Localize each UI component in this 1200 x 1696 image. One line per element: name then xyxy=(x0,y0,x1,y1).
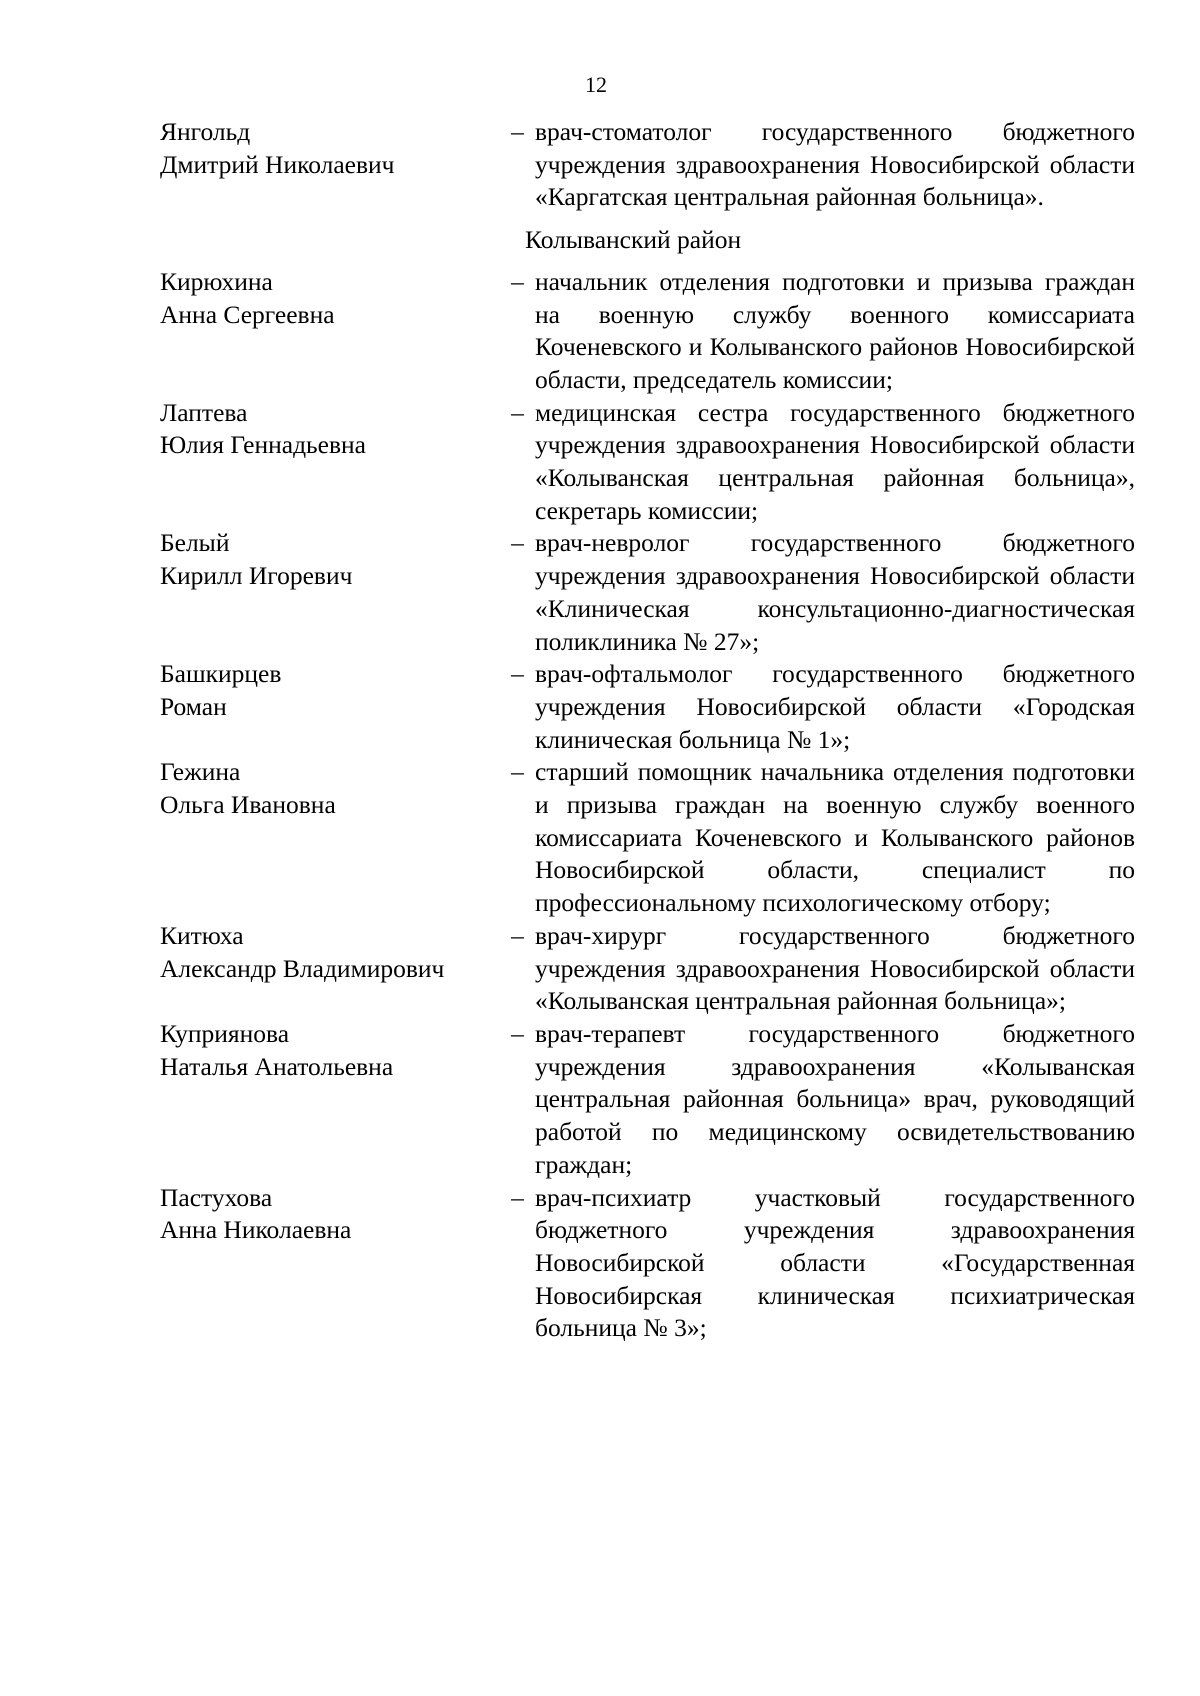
dash-separator: – xyxy=(511,397,524,427)
person-given-names: Анна Сергеевна xyxy=(160,299,335,329)
person-position: врач-невролог государственного бюджетного учреждения здравоохранения Новосибирской области «Клиническая консультационно-диагностическая поликлиника № 27»; xyxy=(535,528,1135,656)
list-item xyxy=(160,397,1135,528)
list-item xyxy=(160,1018,1135,1182)
person-name xyxy=(160,756,500,821)
person-position: врач-стоматолог государственного бюджетного учреждения здравоохранения Новосибирской области «Каргатская центральная районная больница». xyxy=(535,117,1135,212)
list-item xyxy=(160,1182,1135,1346)
person-surname: Китюха xyxy=(160,920,244,950)
dash-separator: – xyxy=(511,1018,524,1048)
dash-separator: – xyxy=(511,1182,524,1212)
person-position: начальник отделения подготовки и призыва граждан на военную службу военного комиссариата Коченевского и Колыванского районов Новосибирской области, председатель комиссии; xyxy=(535,266,1135,394)
person-surname: Куприянова xyxy=(160,1018,290,1048)
person-position: врач-терапевт государственного бюджетного учреждения здравоохранения «Колыванская центральная районная больница» врач, руководящий работой по медицинскому освидетельствованию граждан; xyxy=(535,1018,1135,1179)
person-given-names: Роман xyxy=(160,691,227,721)
person-position: старший помощник начальника отделения подготовки и призыва граждан на военную службу военного комиссариата Коченевского и Колыванского районов Новосибирской области, специалист по профессиональному психологическому отбору; xyxy=(535,757,1135,918)
person-surname: Гежина xyxy=(160,757,241,787)
dash-separator: – xyxy=(511,117,524,146)
person-given-names: Кирилл Игоревич xyxy=(160,561,353,591)
section-heading: Колыванский район xyxy=(525,225,742,255)
dash-separator: – xyxy=(511,757,524,787)
list-item xyxy=(160,266,1135,397)
dash-separator: – xyxy=(511,659,524,689)
person-position: медицинская сестра государственного бюджетного учреждения здравоохранения Новосибирской области «Колыванская центральная районная больница», секретарь комиссии; xyxy=(535,397,1135,525)
person-name xyxy=(160,658,500,723)
person-name xyxy=(160,1018,500,1083)
person-name xyxy=(160,397,500,462)
person-name xyxy=(160,266,500,331)
list-item xyxy=(160,527,1135,658)
person-surname: Пастухова xyxy=(160,1182,273,1212)
person-surname: Лаптева xyxy=(160,397,248,427)
person-name xyxy=(160,1182,500,1247)
person-given-names: Дмитрий Николаевич xyxy=(160,149,395,179)
page-number: 12 xyxy=(585,72,607,97)
person-position: врач-хирург государственного бюджетного учреждения здравоохранения Новосибирской области «Колыванская центральная районная больница»; xyxy=(535,920,1135,1016)
person-given-names: Юлия Геннадьевна xyxy=(160,430,367,460)
person-position: врач-офтальмолог государственного бюджетного учреждения Новосибирской области «Городская клиническая больница № 1»; xyxy=(535,659,1135,754)
commission-list xyxy=(160,116,1135,1345)
dash-separator: – xyxy=(511,920,524,950)
list-item xyxy=(160,920,1135,1018)
list-item xyxy=(160,116,1135,214)
person-surname: Белый xyxy=(160,528,230,558)
person-surname: Янгольд xyxy=(160,117,251,146)
person-surname: Кирюхина xyxy=(160,266,273,296)
person-given-names: Ольга Ивановна xyxy=(160,790,336,820)
dash-separator: – xyxy=(511,528,524,558)
person-given-names: Анна Николаевна xyxy=(160,1215,352,1245)
list-item xyxy=(160,756,1135,920)
person-name xyxy=(160,527,500,592)
person-given-names: Александр Владимирович xyxy=(160,953,445,983)
person-position: врач-психиатр участковый государственного бюджетного учреждения здравоохранения Новосибирской области «Государственная Новосибирская клиническая психиатрическая больница № 3»; xyxy=(535,1182,1135,1343)
person-given-names: Наталья Анатольевна xyxy=(160,1051,394,1081)
person-name xyxy=(160,116,500,181)
dash-separator: – xyxy=(511,266,524,296)
list-item xyxy=(160,658,1135,756)
person-surname: Башкирцев xyxy=(160,659,282,689)
person-name xyxy=(160,920,500,985)
